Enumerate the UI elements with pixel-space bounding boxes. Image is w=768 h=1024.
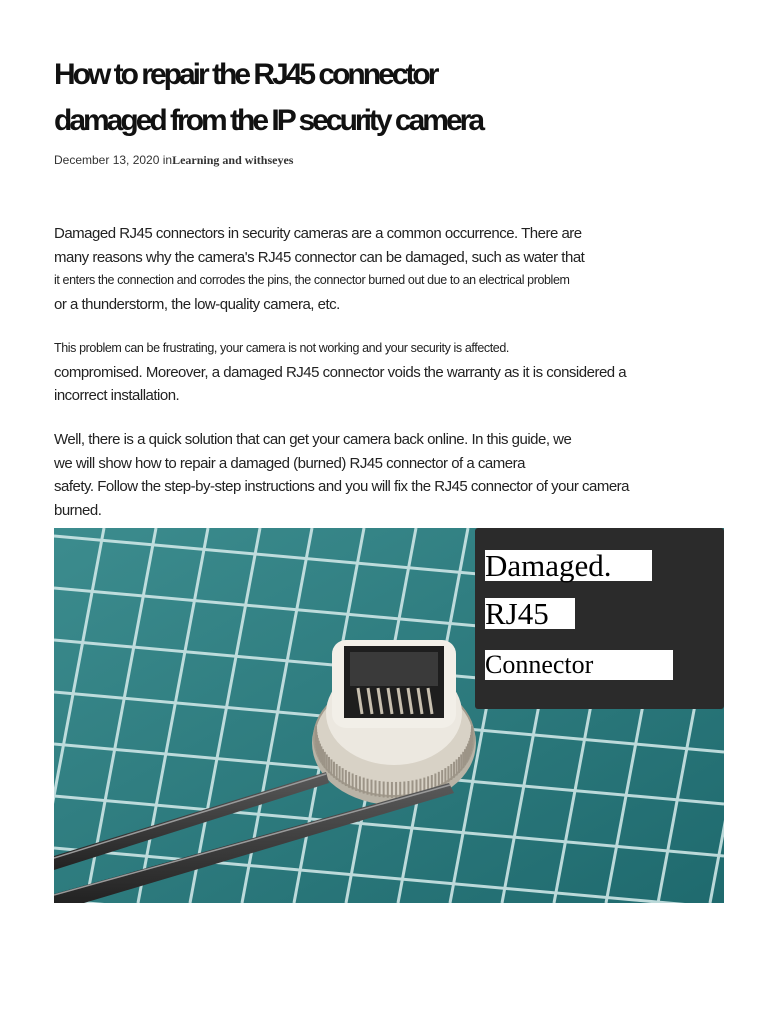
photo-label-panel xyxy=(475,528,724,709)
paragraph-3-line-4: burned. xyxy=(54,501,102,519)
rj45-connector xyxy=(312,640,476,805)
paragraph-1-line-4: or a thunderstorm, the low-quality camera, etc. xyxy=(54,295,340,313)
label-rj45: RJ45 xyxy=(485,598,575,629)
publish-date: December 13, 2020 xyxy=(54,153,160,167)
paragraph-2-line-2: compromised. Moreover, a damaged RJ45 connector voids the warranty as it is considered a xyxy=(54,363,627,381)
paragraph-3-line-3: safety. Follow the step-by-step instructions and you will fix the RJ45 connector of your camera xyxy=(54,478,630,495)
paragraph-3 xyxy=(54,428,734,522)
paragraph-3-line-2: we will show how to repair a damaged (burned) RJ45 connector of a camera xyxy=(54,454,525,472)
meta-in-word: in xyxy=(162,153,173,167)
paragraph-1 xyxy=(54,222,734,316)
article-title xyxy=(54,52,734,144)
paragraph-2-line-3: incorrect installation. xyxy=(54,387,180,404)
category-link[interactable]: Learning and withseyes xyxy=(172,153,294,167)
article-title-line-2: damaged from the IP security camera xyxy=(54,104,482,137)
paragraph-3-line-1: Well, there is a quick solution that can get your camera back online. In this guide, we xyxy=(54,431,572,448)
paragraph-1-line-2: many reasons why the camera's RJ45 connector can be damaged, such as water that xyxy=(54,248,585,266)
paragraph-1-line-1: Damaged RJ45 connectors in security cameras are a common occurrence. There are xyxy=(54,225,582,242)
article-title-line-1: How to repair the RJ45 connector xyxy=(54,58,437,91)
article-meta xyxy=(54,153,293,168)
paragraph-2 xyxy=(54,337,734,408)
label-connector: Connector xyxy=(485,650,673,680)
label-damaged: Damaged. xyxy=(485,550,652,581)
paragraph-1-line-3: it enters the connection and corrodes the pins, the connector burned out due to an electrical problem xyxy=(54,273,570,287)
paragraph-2-line-1: This problem can be frustrating, your camera is not working and your security is affected. xyxy=(54,341,509,355)
